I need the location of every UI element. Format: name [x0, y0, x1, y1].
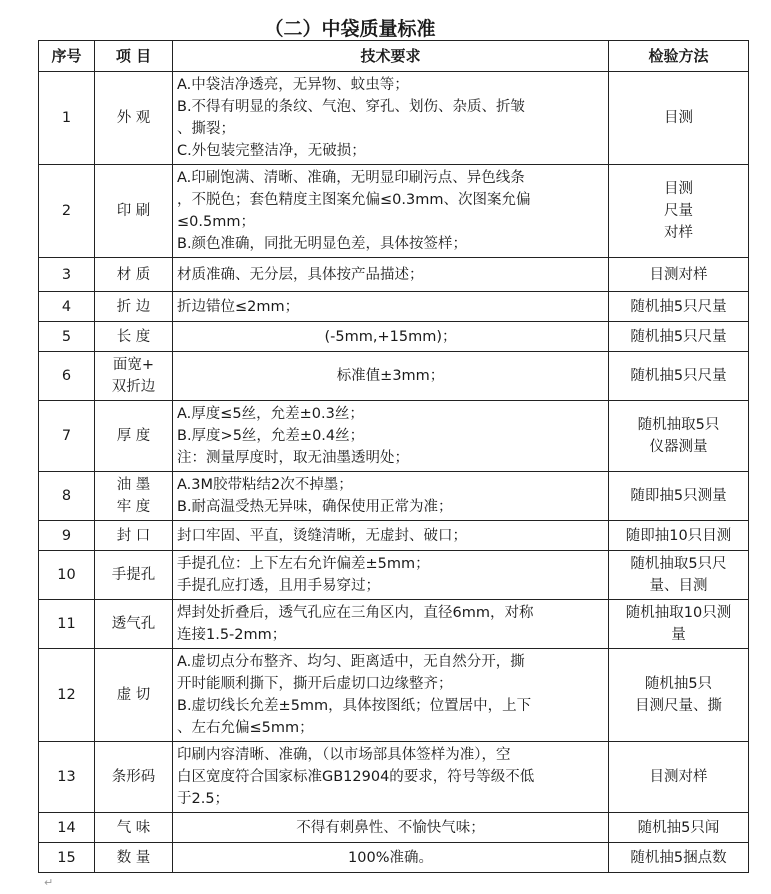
- row-method: [609, 843, 749, 873]
- row-number: 12: [39, 649, 95, 742]
- row-item: 数 量: [95, 843, 173, 873]
- row-item: 印 刷: [95, 165, 173, 258]
- requirement-line: 焊封处折叠后，透气孔应在三角区内，直径6mm，对称: [177, 605, 534, 621]
- row-requirement: [173, 472, 609, 521]
- row-requirement: [173, 322, 609, 352]
- row-item: 面宽+ 双折边: [95, 352, 173, 401]
- method-line: 尺量: [664, 203, 693, 219]
- table-row: [39, 600, 749, 649]
- row-method: [609, 322, 749, 352]
- method-line: 随即抽10只目测: [625, 527, 732, 544]
- table-row: [39, 813, 749, 843]
- row-number: 3: [39, 258, 95, 292]
- row-method: [609, 600, 749, 649]
- row-method: [609, 521, 749, 551]
- row-number: 5: [39, 322, 95, 352]
- row-method: [609, 472, 749, 521]
- row-requirement: [173, 352, 609, 401]
- table-header-row: [39, 41, 749, 72]
- row-item: 气 味: [95, 813, 173, 843]
- row-requirement: [173, 258, 609, 292]
- method-line: 随机抽5只尺量: [630, 368, 727, 384]
- requirement-line: A.印刷饱满、清晰、准确，无明显印刷污点、异色线条: [177, 170, 525, 186]
- table-row: [39, 649, 749, 742]
- row-number: 13: [39, 742, 95, 813]
- requirement-line: 标准值±3mm；: [336, 368, 445, 384]
- table-row: [39, 292, 749, 322]
- requirement-line: 100%准确。: [348, 849, 433, 866]
- row-number: 8: [39, 472, 95, 521]
- method-line: 随机抽5只闻: [637, 819, 720, 836]
- table-row: [39, 352, 749, 401]
- requirement-line: ，不脱色；套色精度主图案允偏≤0.3mm、次图案允偏: [177, 192, 531, 208]
- row-requirement: [173, 813, 609, 843]
- requirement-line: B.颜色准确，同批无明显色差，具体按签样；: [177, 236, 468, 252]
- requirement-line: B.虚切线长允差±5mm，具体按图纸；位置居中，上下: [177, 698, 532, 714]
- row-requirement: [173, 742, 609, 813]
- requirement-line: A.虚切点分布整齐、均匀、距离适中，无自然分开，撕: [177, 654, 525, 670]
- header-no: 序号: [39, 41, 95, 72]
- row-number: 2: [39, 165, 95, 258]
- requirement-line: (-5mm,+15mm)；: [324, 328, 457, 345]
- row-item: 虚 切: [95, 649, 173, 742]
- row-requirement: [173, 401, 609, 472]
- table-row: [39, 742, 749, 813]
- requirement-line: 开时能顺利撕下，撕开后虚切口边缘整齐；: [177, 676, 453, 692]
- requirement-line: 不得有刺鼻性、不愉快气味；: [296, 819, 485, 836]
- requirement-line: A.厚度≤5丝，允差±0.3丝；: [177, 406, 364, 422]
- row-requirement: [173, 843, 609, 873]
- requirement-line: 连接1.5-2mm；: [177, 627, 287, 643]
- row-item: 材 质: [95, 258, 173, 292]
- table-row: [39, 521, 749, 551]
- quality-standard-table: [38, 40, 749, 873]
- requirement-line: 、撕裂；: [177, 121, 235, 137]
- row-number: 4: [39, 292, 95, 322]
- row-method: [609, 551, 749, 600]
- row-method: [609, 352, 749, 401]
- row-requirement: [173, 165, 609, 258]
- requirement-line: ≤0.5mm；: [177, 214, 255, 230]
- method-line: 随机抽5只: [644, 676, 713, 692]
- row-method: [609, 649, 749, 742]
- requirement-line: 折边错位≤2mm；: [177, 298, 300, 315]
- row-number: 1: [39, 72, 95, 165]
- row-item: 手提孔: [95, 551, 173, 600]
- method-line: 目测对样: [649, 769, 708, 785]
- row-item: 油 墨 牢 度: [95, 472, 173, 521]
- method-line: 量: [671, 627, 686, 643]
- method-line: 随机抽取5只: [637, 417, 720, 433]
- header-item: 项 目: [95, 41, 173, 72]
- method-line: 量、目测: [649, 578, 708, 594]
- row-number: 9: [39, 521, 95, 551]
- row-requirement: [173, 600, 609, 649]
- row-item: 封 口: [95, 521, 173, 551]
- row-requirement: [173, 649, 609, 742]
- requirement-line: C.外包装完整洁净，无破损；: [177, 143, 366, 159]
- section-title: （二）中袋质量标准: [264, 18, 436, 40]
- row-method: [609, 165, 749, 258]
- requirement-line: 材质准确、无分层，具体按产品描述；: [177, 266, 424, 283]
- requirement-line: 手提孔位：上下左右允许偏差±5mm；: [177, 556, 430, 572]
- row-requirement: [173, 551, 609, 600]
- method-line: 目测尺量、撕: [635, 698, 722, 714]
- row-number: 14: [39, 813, 95, 843]
- method-line: 随机抽5只尺量: [630, 298, 727, 315]
- header-requirement: 技术要求: [173, 41, 609, 72]
- method-line: 随机抽取5只尺: [630, 556, 727, 572]
- row-method: [609, 72, 749, 165]
- method-line: 仪器测量: [649, 439, 708, 455]
- method-line: 随机抽取10只测: [625, 605, 732, 621]
- requirement-line: A.3M胶带粘结2次不掉墨；: [177, 477, 353, 493]
- row-requirement: [173, 521, 609, 551]
- row-item: 透气孔: [95, 600, 173, 649]
- method-line: 目测对样: [649, 266, 708, 283]
- row-item: 长 度: [95, 322, 173, 352]
- row-number: 6: [39, 352, 95, 401]
- requirement-line: 、左右允偏≤5mm；: [177, 720, 314, 736]
- table-row: [39, 258, 749, 292]
- row-number: 11: [39, 600, 95, 649]
- table-row: [39, 551, 749, 600]
- row-number: 15: [39, 843, 95, 873]
- row-number: 7: [39, 401, 95, 472]
- requirement-line: 于2.5；: [177, 791, 230, 807]
- table-row: [39, 322, 749, 352]
- row-method: [609, 742, 749, 813]
- row-number: 10: [39, 551, 95, 600]
- row-method: [609, 258, 749, 292]
- row-requirement: [173, 292, 609, 322]
- row-method: [609, 401, 749, 472]
- table-row: [39, 843, 749, 873]
- row-method: [609, 292, 749, 322]
- table-row: [39, 401, 749, 472]
- row-item: 外 观: [95, 72, 173, 165]
- requirement-line: 白区宽度符合国家标准GB12904的要求，符号等级不低: [177, 769, 535, 785]
- method-line: 随机抽5只尺量: [630, 328, 727, 345]
- requirement-line: B.不得有明显的条纹、气泡、穿孔、划伤、杂质、折皱: [177, 99, 526, 115]
- row-item: 折 边: [95, 292, 173, 322]
- row-item: 条形码: [95, 742, 173, 813]
- method-line: 对样: [664, 225, 693, 241]
- table-row: [39, 165, 749, 258]
- requirement-line: B.厚度>5丝，允差±0.4丝；: [177, 428, 365, 444]
- table-row: [39, 72, 749, 165]
- method-line: 目测: [664, 110, 693, 126]
- header-method: 检验方法: [609, 41, 749, 72]
- requirement-line: B.耐高温受热无异味，确保使用正常为准；: [177, 499, 453, 515]
- paragraph-mark: ↵: [44, 876, 54, 889]
- requirement-line: 印刷内容清晰、准确，（以市场部具体签样为准），空: [177, 747, 511, 763]
- table-body: [39, 72, 749, 873]
- method-line: 目测: [664, 181, 693, 197]
- method-line: 随机抽5捆点数: [630, 849, 727, 866]
- requirement-line: A.中袋洁净透亮，无异物、蚊虫等；: [177, 77, 409, 93]
- row-requirement: [173, 72, 609, 165]
- row-method: [609, 813, 749, 843]
- method-line: 随即抽5只测量: [630, 488, 727, 504]
- requirement-line: 注：测量厚度时，取无油墨透明处；: [177, 450, 409, 466]
- table-row: [39, 472, 749, 521]
- requirement-line: 手提孔应打透，且用手易穿过；: [177, 578, 380, 594]
- row-item: 厚 度: [95, 401, 173, 472]
- requirement-line: 封口牢固、平直，烫缝清晰，无虚封、破口；: [177, 527, 467, 544]
